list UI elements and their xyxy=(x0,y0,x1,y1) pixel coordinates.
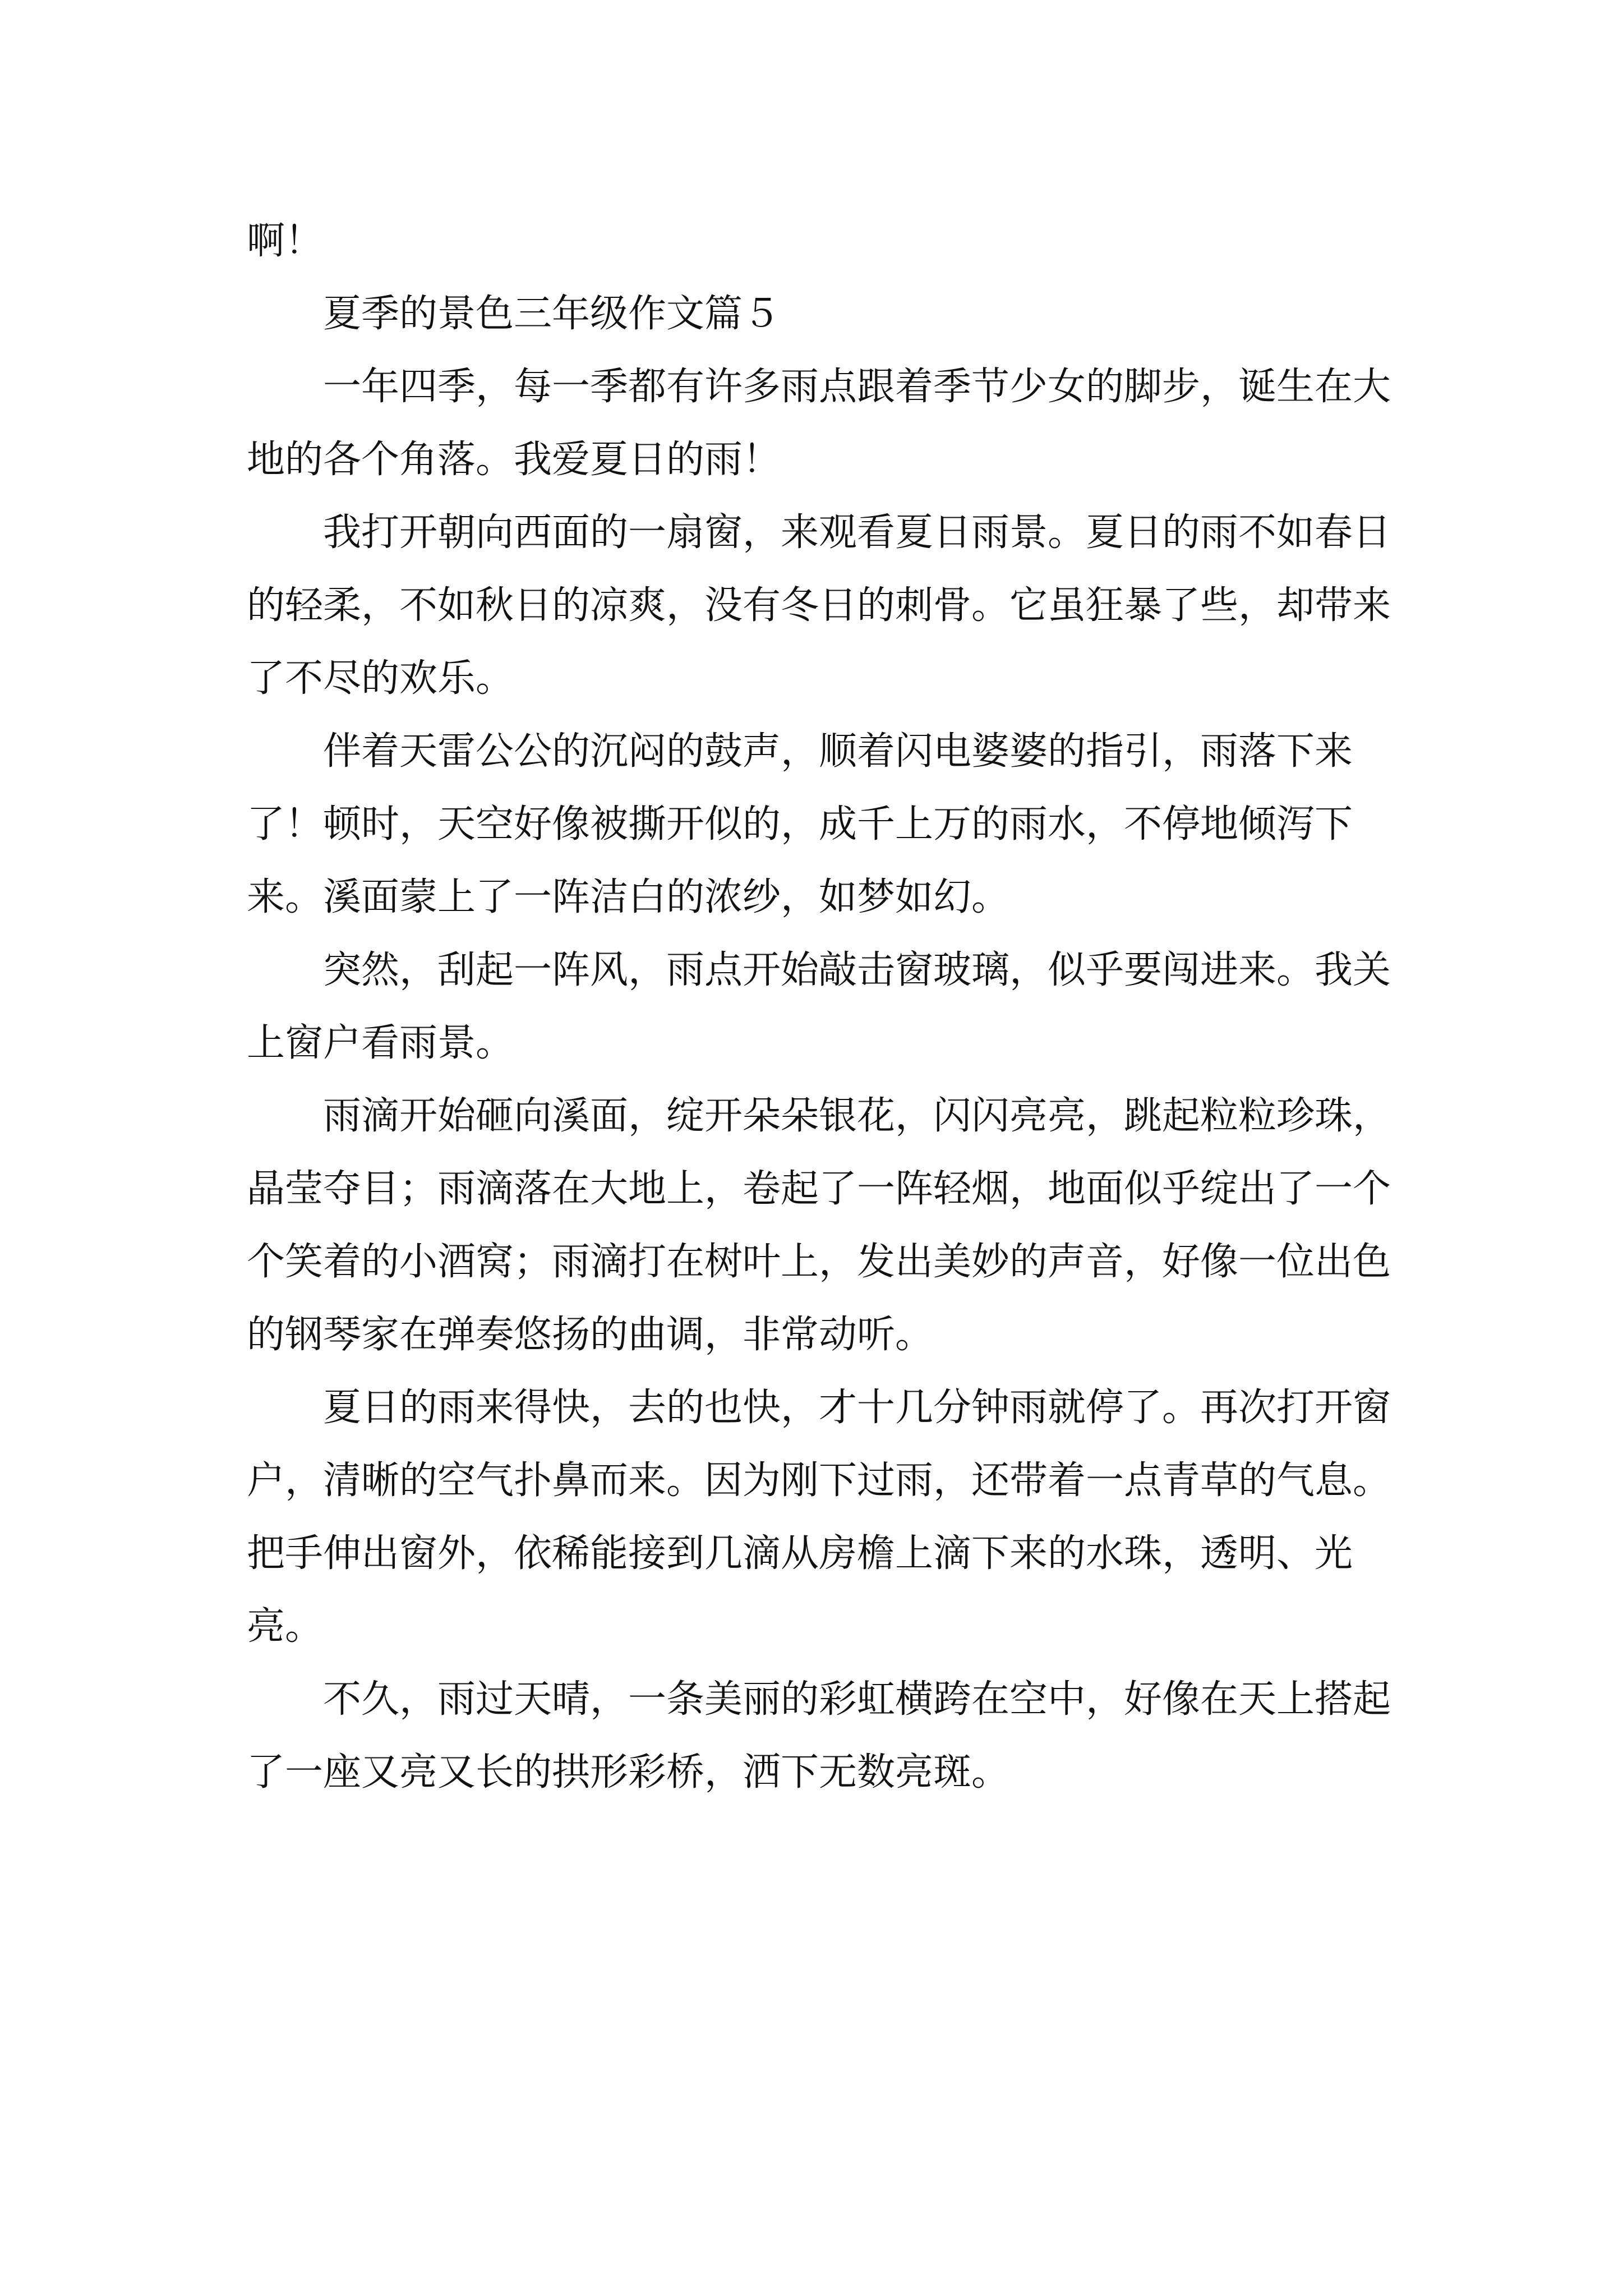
paragraph-5: 雨滴开始砸向溪面，绽开朵朵银花，闪闪亮亮，跳起粒粒珍珠，晶莹夺目；雨滴落在大地上，卷起了一阵轻烟，地面似乎绽出了一个个笑着的小酒窝；雨滴打在树叶上，发出美妙的声音，好像一位出色的钢琴家在弹奏悠扬的曲调，非常动听。 xyxy=(247,1094,1391,1357)
paragraph-3: 伴着天雷公公的沉闷的鼓声，顺着闪电婆婆的指引，雨落下来了！顿时，天空好像被撕开似的，成千上万的雨水，不停地倾泻下来。溪面蒙上了一阵洁白的浓纱，如梦如幻。 xyxy=(247,729,1353,919)
paragraph-2: 我打开朝向西面的一扇窗，来观看夏日雨景。夏日的雨不如春日的轻柔，不如秋日的凉爽，没有冬日的刺骨。它虽狂暴了些，却带来了不尽的欢乐。 xyxy=(247,510,1391,701)
paragraph-7: 不久，雨过天晴，一条美丽的彩虹横跨在空中，好像在天上搭起了一座又亮又长的拱形彩桥，洒下无数亮斑。 xyxy=(247,1677,1391,1795)
paragraph-6: 夏日的雨来得快，去的也快，才十几分钟雨就停了。再次打开窗户，清晰的空气扑鼻而来。因为刚下过雨，还带着一点青草的气息。把手伸出窗外，依稀能接到几滴从房檐上滴下来的水珠，透明、光亮。 xyxy=(247,1386,1391,1649)
continuation-text: 啊！ xyxy=(247,219,324,263)
paragraph-4: 突然，刮起一阵风，雨点开始敲击窗玻璃，似乎要闯进来。我关上窗户看雨景。 xyxy=(247,948,1391,1065)
essay-body xyxy=(247,205,1396,1809)
paragraph-1: 一年四季，每一季都有许多雨点跟着季节少女的脚步，诞生在大地的各个角落。我爱夏日的雨！ xyxy=(247,365,1391,482)
essay-heading: 夏季的景色三年级作文篇５ xyxy=(323,292,781,336)
